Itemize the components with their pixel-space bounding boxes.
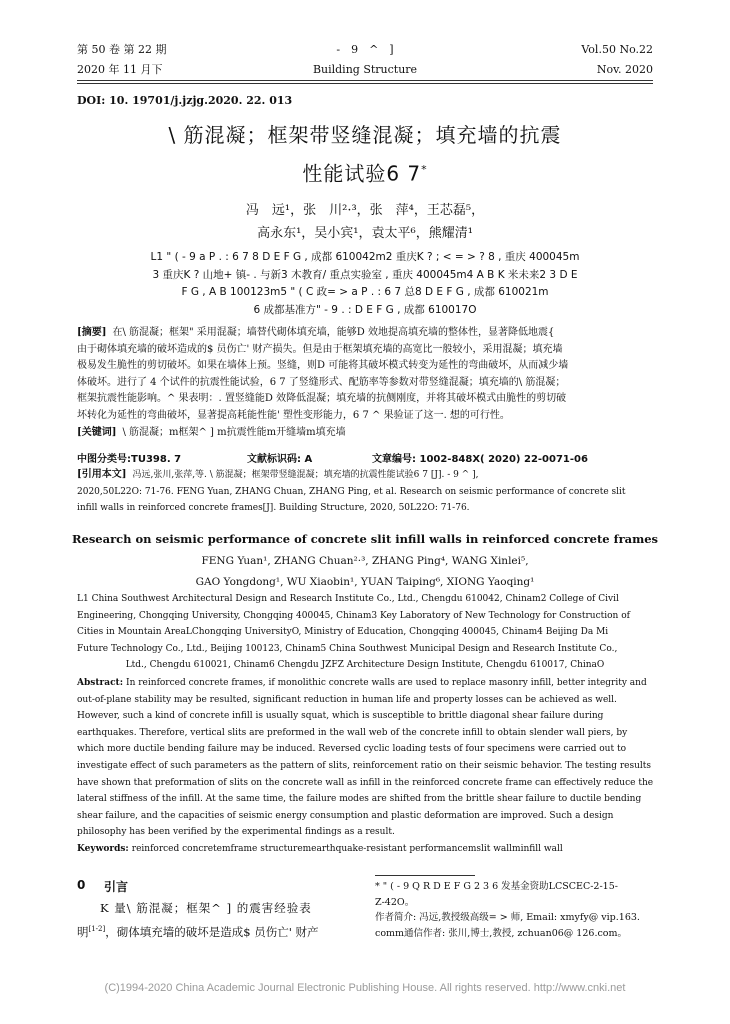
abstract-cn-line: 坏转化为延性的弯曲破坏，显著提高耗能性能' 塑性变形能力，6 7 ^ 果验证了这一. 想的可行性。 [77, 409, 510, 421]
section-body [77, 898, 362, 943]
cnki-watermark: (C)1994-2020 China Academic Journal Electronic Publishing House. All rights reserved. http://www.cnki.net [104, 982, 626, 994]
header-rule-2 [77, 83, 653, 84]
author-info-line: comm通信作者: 张川,博士,教授, zchuan06@ 126.com。 [375, 927, 628, 939]
citation-line: infill walls in reinforced concrete frames[J]. Building Structure, 2020, 50L22O: 71-76. [77, 503, 470, 514]
article-number: 文章编号: 1002-848X( 2020) 22-0071-06 [372, 454, 588, 465]
affil-en-line: Ltd., Chengdu 610021, Chinam6 Chengdu JZFZ Architecture Design Institute, Chengdu 610017, ChinaO [125, 660, 605, 671]
abstract-en-line: earthquakes. Therefore, vertical slits are preformed in the wall web of the concrete infill to obtain slender wall piers, by [77, 727, 628, 738]
title-footnote-mark: * [421, 163, 428, 176]
authors-cn-line1: 冯 远¹，张 川²·³，张 萍⁴，王芯磊⁵， [245, 203, 485, 218]
abstract-cn-line: 极易发生脆性的剪切破坏。如果在墙体上预。竖缝，则D 可能将其破坏模式转变为延性的弯曲破坏，从而减少墙 [77, 360, 569, 372]
abstract-en-label: Abstract: [77, 678, 124, 688]
affil-en-line: Cities in Mountain AreaLChongqing UniversityO, Ministry of Education, Chongqing 400045, Chinam4 Beijing Da Mi [77, 627, 609, 638]
abstract-en [77, 675, 653, 858]
keywords-cn-label: [关键词] [77, 426, 117, 438]
abstract-en-line: philosophy has been verified by the experimental findings as a result. [77, 827, 395, 838]
title-cn-text: 性能试验6 7 [302, 161, 422, 186]
abstract-en-line: However, such a kind of concrete infill is usually squat, which is susceptible to brittle diagonal shear failure during [77, 711, 604, 722]
section-number: 0 [77, 878, 86, 892]
clc-number: 中图分类号:TU398. 7 [77, 454, 182, 465]
volume-issue-cn: 第 50 卷 第 22 期 [77, 43, 167, 56]
affiliations-en [77, 591, 653, 674]
date-en: Nov. 2020 [596, 63, 653, 76]
citation [77, 467, 653, 517]
affil-cn-line: L1 " ( - 9 a P . : 6 7 8 D E F G , 成都 610042m2 重庆K ? ; < = > ? 8 , 重庆 400045m [150, 251, 580, 263]
citation-line: 2020,50L22O: 71-76. FENG Yuan, ZHANG Chuan, ZHANG Ping, et al. Research on seismic performance of concrete slit [77, 486, 626, 497]
affil-en-line: L1 China Southwest Architectural Design and Research Institute Co., Ltd., Chengdu 610042, Chinam2 College of Civil [77, 594, 619, 604]
date-cn: 2020 年 11 月下 [77, 63, 163, 76]
abstract-en-line: investigate effect of such parameters as the pattern of slits, reinforcement ratio on their seismic behavior. The testing results [77, 760, 652, 771]
keywords-cn: \ 筋混凝；m框架^ ] m抗震性能m开缝墙m填充墙 [122, 426, 346, 438]
header-rule [77, 80, 653, 81]
journal-title-cn: - 9 ^ ] [336, 43, 394, 56]
keywords-en-label: Keywords: [77, 843, 129, 854]
affiliations-cn [90, 249, 640, 319]
affil-en-line: Future Technology Co., Ltd., Beijing 100123, Chinam5 China Southwest Municipal Design and Research Institute Co., [77, 643, 618, 654]
journal-title-en: Building Structure [312, 63, 418, 76]
fund-line: Z-42O。 [375, 896, 415, 908]
citation-label: [引用本文] [77, 469, 127, 480]
abstract-cn-line: 由于砌体填充墙的破坏造成的$ 员伤亡' 财产损失。但是由于框架填充墙的高宽比一般较小，采用混凝；填充墙 [77, 343, 563, 355]
affil-cn-line: 3 重庆K ? 山地+ 镇- . 与新3 木教育/ 重点实验室 , 重庆 400045m4 A B K 米未来2 3 D E [152, 268, 578, 281]
affil-cn-line: 6 成都基准方" - 9 . : D E F G , 成都 610017O [253, 303, 477, 316]
citation-line: 冯远,张川,张萍,等. \ 筋混凝；框架带竖缝混凝；填充墙的抗震性能试验6 7 [J]. - 9 ^ ], [132, 470, 479, 480]
keywords-en: reinforced concretemframe structuremearthquake-resistant performancemslit wallminfill wall [131, 843, 563, 854]
abstract-cn-line: 体破坏。进行了 4 个试件的抗震性能试验，6 7 了竖缝形式、配筋率等参数对带竖缝混凝；填充墙的\ 筋混凝； [77, 376, 566, 388]
abstract-cn-line: 框架抗震性能影响。^ 果表明：. 置竖缝能D 效降低混凝；填充墙的抗侧刚度，并将其破坏模式由脆性的剪切破 [77, 393, 567, 405]
abstract-en-line: shear failure, and the capacities of seismic energy consumption and plastic deformation are improved. Such a design [77, 810, 614, 821]
affil-cn-line: F G , A B 100123m5 " ( C 政= > a P . : 6 7 总8 D E F G , 成都 610021m [181, 286, 549, 298]
section-title: 引言 [104, 880, 129, 894]
affil-en-line: Engineering, Chongqing University, Chongqing 400045, Chinam3 Key Laboratory of New Technology for Construction of [77, 610, 630, 621]
title-cn-line2 [60, 155, 670, 189]
footnote-rule [375, 875, 475, 876]
authors-en-line1: FENG Yuan¹, ZHANG Chuan²·³, ZHANG Ping⁴, WANG Xinlei⁵, [201, 555, 529, 567]
abstract-en-line: which more ductile bending failure may be induced. Reversed cyclic loading tests of four specimens were carried out to [77, 744, 626, 755]
fund-line: * " ( - 9 Q R D E F G 2 3 6 发基金资助LCSCEC-2-15- [375, 881, 618, 892]
abstract-en-line: In reinforced concrete frames, if monolithic concrete walls are used to replace masonry infill, better integrity and [126, 678, 647, 688]
author-info-line: 作者简介: 冯远,教授级高级= > 师, Email: xmyfy@ vip.163. [375, 912, 640, 923]
authors-en-line2: GAO Yongdong¹, WU Xiaobin¹, YUAN Taiping⁶, XIONG Yaoqing¹ [195, 576, 535, 588]
body-line-prefix: 明 [77, 924, 89, 939]
footnote [375, 879, 655, 941]
abstract-en-line: lateral stiffness of the infill. At the same time, the failure modes are shifted from the brittle shear failure to ductile bending [77, 794, 642, 805]
document-code: 文献标识码: A [247, 454, 313, 465]
reference-citation[interactable]: [1-2] [88, 925, 106, 933]
abstract-cn [77, 325, 653, 441]
body-line: ，砌体填充墙的破坏是造成$ 员伤亡' 财产 [105, 924, 319, 939]
abstract-en-line: have shown that preformation of slits on the concrete wall as infill in the reinforced concrete frame can effectively reduce the [77, 777, 654, 788]
doi: DOI: 10. 19701/j.jzjg.2020. 22. 013 [77, 94, 293, 107]
body-line: K 量\ 筋混凝；框架^ ] 的震害经验表 [100, 901, 312, 915]
abstract-cn-line: 在\ 筋混凝；框架" 采用混凝；墙替代砌体填充墙，能够D 效地提高填充墙的整体性，显著降低地震{ [112, 327, 555, 338]
authors-cn-line2: 高永东¹，吴小宾¹，袁太平⁶，熊耀清¹ [257, 226, 473, 241]
title-en: Research on seismic performance of concrete slit infill walls in reinforced concrete frames [71, 532, 659, 546]
volume-issue-en: Vol.50 No.22 [581, 43, 653, 56]
abstract-en-line: out-of-plane stability may be resulted, significant reduction in human life and property losses can be achieved as well. [77, 694, 617, 705]
abstract-cn-label: [摘要] [77, 327, 107, 338]
title-cn-line1: \ 筋混凝；框架带竖缝混凝；填充墙的抗震 [168, 123, 562, 147]
